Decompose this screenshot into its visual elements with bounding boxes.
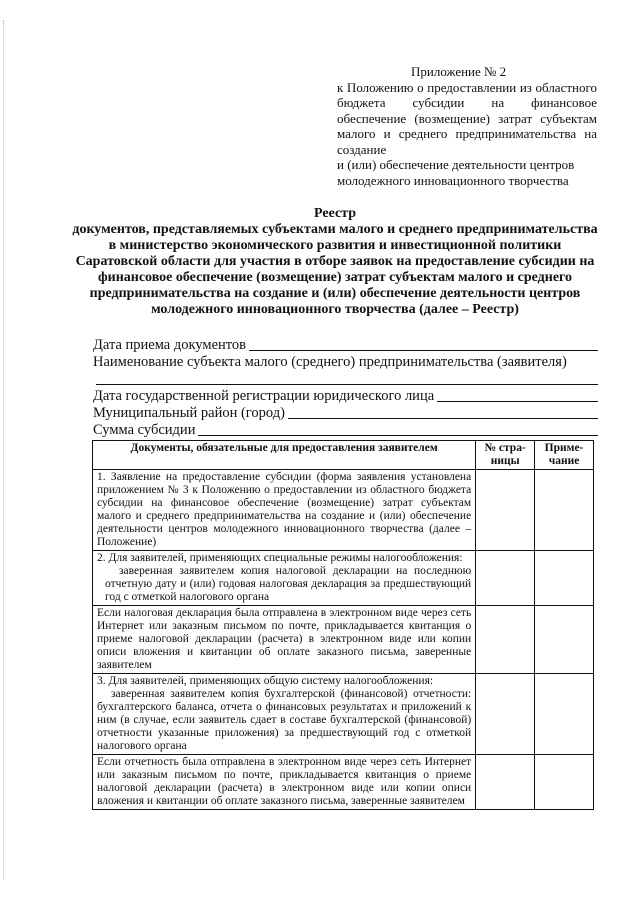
entity-name-field[interactable] [96, 383, 598, 385]
row-4-note-cell[interactable] [535, 674, 594, 755]
district-field[interactable] [288, 417, 598, 419]
row-4-page-cell[interactable] [476, 674, 535, 755]
district-line [93, 405, 598, 422]
table-row [93, 470, 594, 551]
registration-date-field[interactable] [437, 400, 598, 402]
appendix-text: к Положению о предоставлении из областного бюджета субсидии на финансовое обеспечение (возмещение) затрат субъектам малого и среднего предпринимательства на создание [337, 79, 597, 157]
form-fields [93, 337, 598, 439]
entity-name-blank-line [93, 371, 598, 388]
row-2-cell [93, 551, 476, 606]
entity-name-line [93, 354, 598, 371]
row-4-cell [93, 674, 476, 755]
row-4-title: 3. Для заявителей, применяющих общую систему налогообложения: [97, 675, 434, 687]
table-row [93, 755, 594, 810]
title-heading: Реестр [313, 206, 356, 221]
row-2-title: 2. Для заявителей, применяющих специальные режимы налогообложения: [97, 552, 463, 564]
row-5-page-cell[interactable] [476, 755, 535, 810]
row-3-note-cell[interactable] [535, 606, 594, 674]
row-5-note-cell[interactable] [535, 755, 594, 810]
row-4-text: заверенная заявителем копия бухгалтерской (финансовой) отчетности: бухгалтерского баланса, отчета о финансовых результатах и приложений к ним (в случае, если заявитель сдает в составе бухгалтерской (финансовой) отчетности указанные приложения) за предшествующий год с отметкой налогового органа [97, 688, 472, 752]
header-note: Приме-чание [535, 441, 594, 470]
subsidy-amount-label: Сумма субсидии [93, 422, 196, 438]
row-1-text: 1. Заявление на предоставление субсидии (форма заявления установлена приложением № 3 к Положению о предоставлении из областного бюджета субсидии на финансовое обеспечение (возмещение) затрат субъектам малого и среднего предпринимательства на создание и (или) обеспечение деятельности центров молодежного инновационного творчества (далее – Положение) [93, 470, 476, 551]
documents-table [92, 440, 594, 810]
row-3-text: Если налоговая декларация была отправлена в электронном виде через сеть Интернет или заказным письмом по почте, прикладывается квитанция о приеме налоговой декларации (расчета) в электронном виде или копии описи вложения и квитанции об оплате заказного письма, заверенные заявителем [93, 606, 476, 674]
district-label: Муниципальный район (город) [93, 405, 285, 421]
row-2-text: заверенная заявителем копия налоговой декларации на последнюю отчетную дату и (или) годовая налоговая декларация за предшествующий год с отметкой налогового органа [105, 565, 472, 603]
title-subtitle: документов, представляемых субъектами малого и среднего предпринимательства в министерство экономического развития и инвестиционной политики Саратовской области для участия в отборе заявок на предоставление субсидии на финансовое обеспечение (возмещение) затрат субъектам малого и среднего предпринимательства на создание и (или) обеспечение деятельности центров молодежного инновационного творчества (далее – Реестр) [72, 222, 598, 317]
header-page-no: № стра-ницы [476, 441, 535, 470]
row-3-page-cell[interactable] [476, 606, 535, 674]
date-received-line [93, 337, 598, 354]
table-row [93, 606, 594, 674]
appendix-block [337, 64, 597, 188]
row-2-page-cell[interactable] [476, 551, 535, 606]
entity-name-label: Наименование субъекта малого (среднего) предпринимательства (заявителя) [93, 354, 567, 370]
table-header-row [93, 441, 594, 470]
registration-date-line [93, 388, 598, 405]
date-received-field[interactable] [249, 349, 598, 351]
registration-date-label: Дата государственной регистрации юридического лица [93, 388, 435, 404]
header-documents: Документы, обязательные для предоставления заявителем [93, 441, 476, 470]
appendix-number: Приложение № 2 [411, 64, 507, 79]
table-row [93, 551, 594, 606]
subsidy-amount-field[interactable] [198, 434, 598, 436]
date-received-label: Дата приема документов [93, 337, 247, 353]
table-row [93, 674, 594, 755]
row-1-note-cell[interactable] [535, 470, 594, 551]
subsidy-amount-line [93, 422, 598, 439]
scan-edge-line [3, 20, 5, 880]
row-1-page-cell[interactable] [476, 470, 535, 551]
appendix-text-end: и (или) обеспечение деятельности центров молодежного инновационного творчества [337, 157, 575, 188]
document-title [70, 206, 600, 318]
row-5-text: Если отчетность была отправлена в электронном виде через сеть Интернет или заказным письмом по почте, прикладывается квитанция о приеме налоговой декларации (расчета) в электронном виде или копии описи вложения и квитанции об оплате заказного письма, заверенные заявителем [93, 755, 476, 810]
row-2-note-cell[interactable] [535, 551, 594, 606]
